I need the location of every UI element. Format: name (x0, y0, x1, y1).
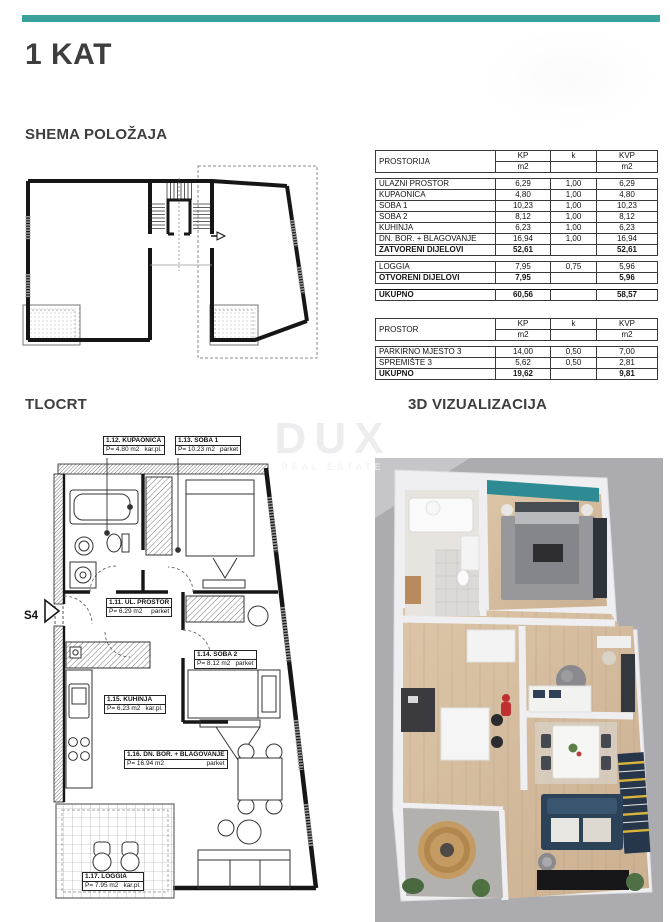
stove (69, 738, 78, 747)
cell-kvp: 6,23 (597, 223, 658, 234)
cell-kvp: 6,29 (597, 179, 658, 190)
cell-kvp: 8,12 (597, 212, 658, 223)
cell-kvp: 10,23 (597, 201, 658, 212)
dining-table (238, 758, 282, 800)
scheme-windows (28, 216, 303, 298)
room-label-kupaonica: 1.12. KUPAONICA P= 4.80 m2 kar.pl. (103, 436, 165, 455)
bedroom2-furniture (186, 596, 280, 760)
svg-text:S4: S4 (24, 610, 39, 622)
subtotal-row-closed (376, 245, 658, 256)
scheme-stair-core (168, 200, 190, 234)
cell-name: UKUPNO (376, 290, 496, 301)
col-header-kvp: KVP (597, 151, 658, 162)
cell-kp: 19,62 (496, 369, 551, 380)
unit-cell (551, 330, 597, 341)
location-scheme-diagram (18, 156, 348, 378)
col-header-kp: KP (496, 151, 551, 162)
unit-cell: m2 (597, 162, 658, 173)
cell-kvp: 58,57 (597, 290, 658, 301)
col-header-kp: KP (496, 319, 551, 330)
cell-name: KUPAONICA (376, 190, 496, 201)
cell-k: 1,00 (551, 201, 597, 212)
cell-name: PARKIRNO MJESTO 3 (376, 347, 496, 358)
cell-k (551, 369, 597, 380)
table-row (376, 347, 658, 358)
render-loggia (402, 808, 503, 898)
cell-kp: 16,94 (496, 234, 551, 245)
person-figure (501, 694, 511, 716)
watermark-subtext: REAL ESTATE (281, 462, 385, 472)
unit-cell: m2 (496, 330, 551, 341)
cell-kp: 10,23 (496, 201, 551, 212)
cell-k (551, 273, 597, 284)
area-table-open (375, 261, 658, 284)
armchair (237, 820, 261, 844)
cell-kvp: 5,96 (597, 262, 658, 273)
col-header-name: PROSTORIJA (376, 151, 496, 173)
room-label-kuhinja: 1.15. KUHINJA P= 6.23 m2 kar.pl. (104, 695, 166, 714)
area-table-total (375, 289, 658, 301)
loggia-chair (93, 853, 111, 871)
sofa (198, 850, 290, 888)
room-label-soba2: 1.14. SOBA 2 P= 8.12 m2 parket (194, 650, 257, 669)
cell-k: 1,00 (551, 190, 597, 201)
bed (186, 480, 254, 556)
3d-visualization (375, 458, 663, 922)
cell-kp: 7,95 (496, 273, 551, 284)
col-header-kvp: KVP (597, 319, 658, 330)
floor-plan (18, 430, 358, 922)
table-row (376, 319, 658, 330)
table-row (376, 234, 658, 245)
area-table-closed (375, 178, 658, 256)
table-row (376, 212, 658, 223)
table-row (376, 262, 658, 273)
cell-name: ULAZNI PROSTOR (376, 179, 496, 190)
cell-kvp: 16,94 (597, 234, 658, 245)
cell-kp: 7,95 (496, 262, 551, 273)
cell-kp: 14,00 (496, 347, 551, 358)
render-dining (535, 722, 617, 784)
room-label-soba1: 1.13. SOBA 1 P= 10.23 m2 parket (175, 436, 241, 455)
cell-name: SOBA 1 (376, 201, 496, 212)
watermark-text: DUX (274, 414, 392, 463)
cell-name: SPREMIŠTE 3 (376, 358, 496, 369)
cell-name: UKUPNO (376, 369, 496, 380)
room-label-dn-bor: 1.16. DN. BOR. + BLAGOVANJE P= 16.94 m2 parket (124, 750, 228, 769)
3d-render (375, 458, 663, 922)
tv-stand (203, 580, 245, 588)
cell-name: KUHINJA (376, 223, 496, 234)
cell-k: 1,00 (551, 212, 597, 223)
cell-name: OTVORENI DIJELOVI (376, 273, 496, 284)
wardrobe (186, 596, 244, 622)
table-row (376, 190, 658, 201)
cell-k: 1,00 (551, 223, 597, 234)
cell-kvp: 2,81 (597, 358, 658, 369)
tv-marker (213, 558, 237, 578)
unit-cell (551, 162, 597, 173)
loggia-chair (121, 853, 139, 871)
section-title-tlocrt: TLOCRT (25, 396, 88, 413)
cell-kp: 60,56 (496, 290, 551, 301)
subtotal-row-open (376, 273, 658, 284)
cell-kvp: 9,81 (597, 369, 658, 380)
page-title: 1 KAT (25, 38, 112, 71)
floor-plan-drawing (18, 430, 358, 922)
cell-kp: 4,80 (496, 190, 551, 201)
parking-table-header (375, 318, 658, 341)
cell-k: 1,00 (551, 234, 597, 245)
cell-kvp: 4,80 (597, 190, 658, 201)
chair (248, 606, 268, 626)
sink (75, 537, 93, 555)
area-table (375, 150, 657, 306)
cell-k: 0,50 (551, 347, 597, 358)
table-row (376, 201, 658, 212)
wardrobe (146, 477, 172, 555)
parking-table (375, 318, 657, 385)
toilet (107, 534, 121, 552)
render-bedroom1 (487, 480, 607, 610)
bathroom-fixtures (70, 490, 138, 588)
total-row (376, 290, 658, 301)
cell-kp: 6,29 (496, 179, 551, 190)
cell-name: DN. BOR. + BLAGOVANJE (376, 234, 496, 245)
room-label-loggia: 1.17. LOGGIA P= 7.95 m2 kar.pl. (82, 872, 144, 891)
bed (188, 670, 280, 718)
cell-kp: 5,62 (496, 358, 551, 369)
col-header-k: k (551, 319, 597, 330)
scheme-staircase (151, 183, 210, 229)
section-title-3d: 3D VIZUALIZACIJA (408, 396, 548, 413)
total-row (376, 369, 658, 380)
cell-kp: 52,61 (496, 245, 551, 256)
table-row (376, 223, 658, 234)
cell-kvp: 5,96 (597, 273, 658, 284)
parking-table-body (375, 346, 658, 380)
cell-name: ZATVORENI DIJELOVI (376, 245, 496, 256)
room-label-ul-prostor: 1.11. UL. PROSTOR P= 6.29 m2 parket (106, 598, 172, 617)
cell-kp: 8,12 (496, 212, 551, 223)
washing-machine (70, 562, 96, 588)
side-table (218, 820, 234, 836)
cell-k (551, 290, 597, 301)
col-header-k: k (551, 151, 597, 162)
cell-kvp: 52,61 (597, 245, 658, 256)
area-table-header (375, 150, 658, 173)
cell-kp: 6,23 (496, 223, 551, 234)
cell-name: SOBA 2 (376, 212, 496, 223)
top-accent-rule (22, 15, 660, 22)
cell-name: LOGGIA (376, 262, 496, 273)
unit-cell: m2 (496, 162, 551, 173)
cell-kvp: 7,00 (597, 347, 658, 358)
cell-k: 0,50 (551, 358, 597, 369)
table-row (376, 179, 658, 190)
col-header-name: PROSTOR (376, 319, 496, 341)
table-row (376, 151, 658, 162)
toilet-tank (122, 534, 129, 552)
faint-watermark-blob (485, 30, 655, 125)
section-title-shema: SHEMA POLOŽAJA (25, 126, 168, 143)
bedroom1-furniture (146, 477, 254, 588)
render-bathroom (405, 490, 479, 616)
unit-cell: m2 (597, 330, 658, 341)
cell-k: 0,75 (551, 262, 597, 273)
cell-k (551, 245, 597, 256)
cell-k: 1,00 (551, 179, 597, 190)
table-row (376, 358, 658, 369)
